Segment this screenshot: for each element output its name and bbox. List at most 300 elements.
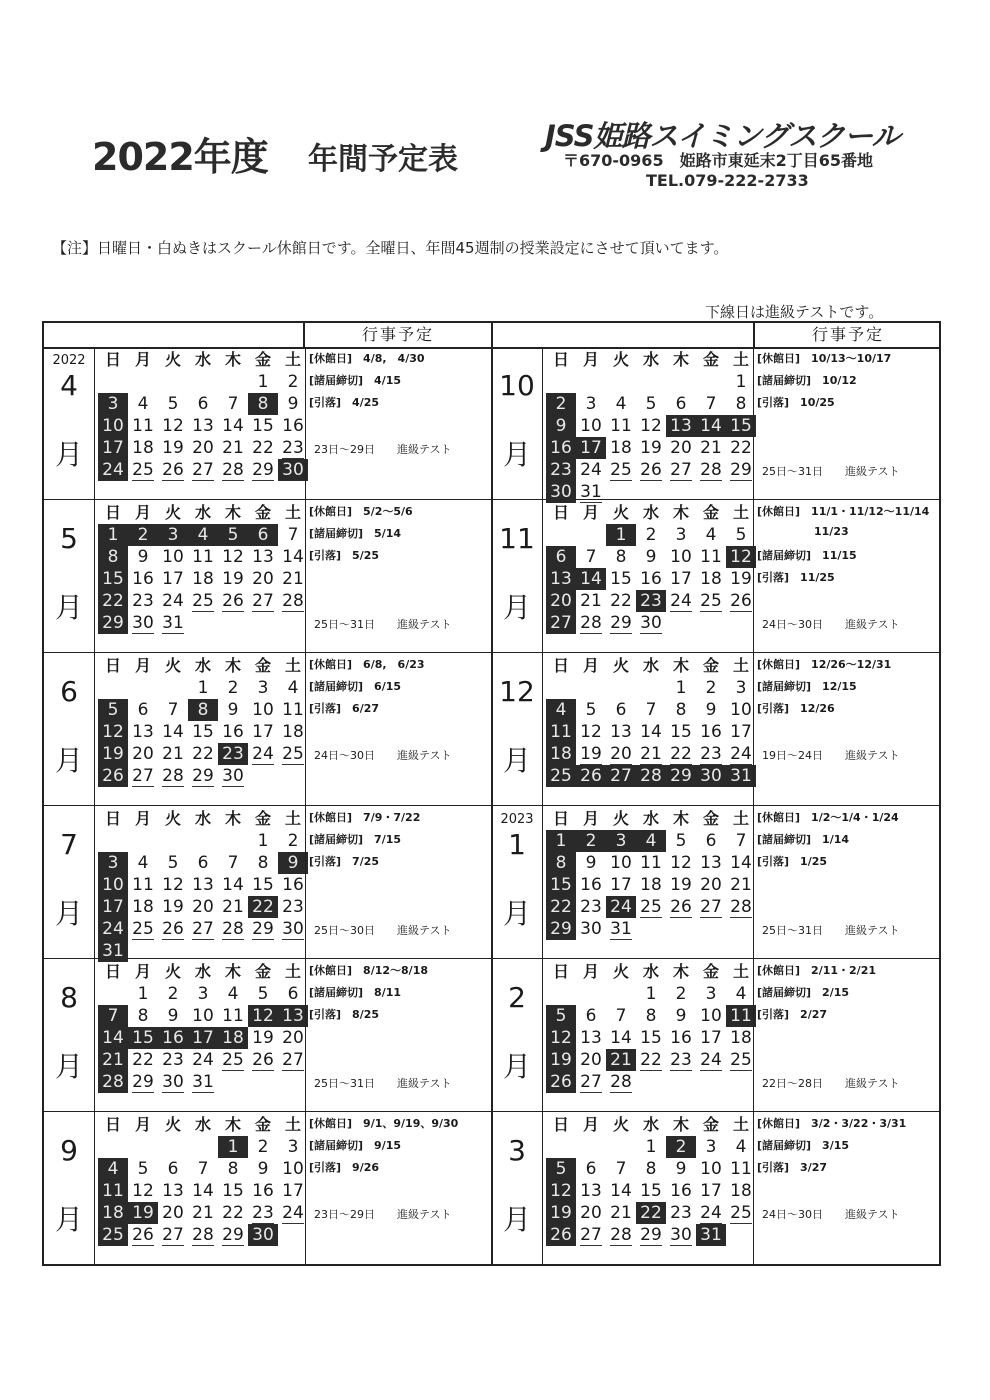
weekday-header: 日 [104,1115,121,1134]
empty-cell [98,677,128,699]
empty-cell [158,677,188,699]
month-kanji: 月 [502,897,531,930]
day-cell: 17 [610,875,632,895]
month-events [305,653,491,805]
month-events [753,500,940,652]
month-label [44,806,95,958]
test-day: 28 [730,897,752,917]
day-cell: 20 [192,438,214,458]
test-day: 28 [610,1225,632,1245]
weekday-header: 水 [194,503,211,522]
test-day: 25 [132,919,154,939]
closed-day: 11 [98,1180,128,1202]
closed-day: 24 [98,459,128,481]
test-day: 23 [700,744,722,764]
month-calendar [543,347,753,502]
day-cell: 10 [252,700,274,720]
events-header-right: 行事予定 [753,323,941,347]
weekday-header: 木 [672,350,689,369]
test-day: 22 [670,744,692,764]
day-cell: 18 [132,897,154,917]
closed-day: 30 [546,481,576,503]
closed-day: 5 [98,699,128,721]
day-cell: 20 [670,438,692,458]
day-cell: 13 [700,853,722,873]
day-cell: 7 [167,700,179,720]
day-cell: 18 [730,1181,752,1201]
day-cell: 6 [705,831,717,851]
test-day: 30 [222,766,244,786]
day-cell: 19 [640,438,662,458]
closed-day: 31 [696,1224,726,1246]
day-cell: 11 [132,416,154,436]
day-cell: 14 [610,1181,632,1201]
month-block-7 [44,806,491,959]
day-cell: 5 [167,853,179,873]
test-day: 27 [670,460,692,480]
day-cell: 12 [162,416,184,436]
day-cell: 8 [615,547,627,567]
day-cell: 15 [640,1181,662,1201]
day-cell: 12 [640,416,662,436]
test-day: 31 [610,919,632,939]
closed-day: 23 [636,590,666,612]
test-day: 26 [162,460,184,480]
event-closed-days: [休館日] 3/2・3/22・3/31 [757,1117,907,1130]
day-cell: 21 [730,875,752,895]
weekday-header: 土 [732,809,749,828]
day-cell: 22 [192,744,214,764]
day-cell: 12 [162,875,184,895]
test-day: 25 [282,744,304,764]
weekday-header: 月 [582,350,599,369]
weekday-header: 木 [672,1115,689,1134]
weekday-header: 日 [552,962,569,981]
event-deadline: [諸届締切] 2/15 [757,986,850,999]
day-cell: 8 [735,394,747,414]
test-day: 21 [640,744,662,764]
month-kanji: 月 [54,438,83,471]
day-cell: 1 [257,831,269,851]
day-cell: 23 [132,591,154,611]
year-label: 2023 [500,812,534,827]
empty-cell [636,677,666,699]
weekday-header: 日 [104,503,121,522]
month-label [44,653,95,805]
weekday-header: 火 [164,656,181,675]
month-label [492,959,543,1111]
weekday-header: 金 [254,809,271,828]
event-debit: [引落] 10/25 [757,396,835,409]
center-divider [491,323,493,1264]
day-cell: 9 [675,1006,687,1026]
weekday-header: 木 [224,503,241,522]
event-closed-days: [休館日] 11/1・11/12～11/14 [757,505,930,518]
day-cell: 2 [287,831,299,851]
event-closed-days: [休館日] 9/1、9/19、9/30 [309,1117,459,1130]
event-test-period: 25日～30日 進級テスト [314,924,452,937]
closed-day: 6 [546,546,576,568]
day-cell: 16 [670,1181,692,1201]
month-kanji: 月 [502,1050,531,1083]
event-debit: [引落] 11/25 [757,571,835,584]
day-cell: 6 [675,394,687,414]
event-debit: [引落] 2/27 [757,1008,828,1021]
test-day: 28 [700,460,722,480]
day-cell: 24 [580,460,602,480]
closed-day: 27 [546,612,576,634]
closed-day: 4 [636,830,666,852]
day-cell: 8 [227,1159,239,1179]
day-cell: 19 [670,875,692,895]
page-title: 2022年度 [92,135,268,179]
weekday-header: 火 [164,809,181,828]
empty-cell [98,983,128,1005]
test-day: 29 [610,613,632,633]
weekday-header: 日 [552,503,569,522]
test-day: 26 [132,1225,154,1245]
day-cell: 5 [167,394,179,414]
closed-day: 28 [98,1071,128,1093]
day-cell: 16 [282,875,304,895]
empty-cell [188,830,218,852]
day-cell: 23 [580,897,602,917]
weekday-header: 土 [284,656,301,675]
day-cell: 18 [192,569,214,589]
weekday-header: 火 [612,656,629,675]
test-day: 28 [222,919,244,939]
weekday-header: 月 [582,656,599,675]
closed-day: 19 [98,743,128,765]
day-cell: 2 [645,525,657,545]
closed-day: 14 [98,1027,128,1049]
day-cell: 3 [197,984,209,1004]
day-cell: 21 [610,1203,632,1223]
test-day: 27 [132,766,154,786]
test-day: 24 [700,1050,722,1070]
weekday-header: 水 [642,656,659,675]
closed-day: 18 [546,743,576,765]
weekday-header: 水 [194,962,211,981]
closed-day: 14 [576,568,606,590]
closed-day: 21 [98,1049,128,1071]
day-cell: 7 [287,525,299,545]
empty-cell [606,1136,636,1158]
weekday-header: 火 [164,1115,181,1134]
empty-cell [576,524,606,546]
closed-day: 9 [278,852,308,874]
day-cell: 30 [580,919,602,939]
month-number: 12 [499,675,535,708]
day-cell: 5 [645,394,657,414]
closed-day: 2 [576,830,606,852]
month-block-1 [492,806,940,959]
month-label [44,1112,95,1264]
empty-cell [218,830,248,852]
weekday-header: 土 [284,1115,301,1134]
weekday-header: 土 [284,503,301,522]
day-cell: 12 [132,1181,154,1201]
closed-day: 12 [546,1027,576,1049]
day-cell: 9 [167,1006,179,1026]
closed-day: 14 [696,415,726,437]
weekday-header: 金 [702,1115,719,1134]
test-day: 24 [252,744,274,764]
year-label: 2022 [52,353,86,368]
weekday-header: 金 [254,1115,271,1134]
closed-day: 12 [98,721,128,743]
closed-day: 26 [546,1071,576,1093]
day-cell: 10 [670,547,692,567]
closed-day: 19 [128,1202,158,1224]
day-cell: 10 [282,1159,304,1179]
month-calendar [543,806,753,958]
test-day: 28 [162,766,184,786]
day-cell: 13 [192,875,214,895]
closed-day: 30 [248,1224,278,1246]
empty-cell [606,677,636,699]
closed-day: 17 [98,437,128,459]
event-test-period: 24日～30日 進級テスト [762,1208,900,1221]
day-cell: 16 [700,722,722,742]
event-debit: [引落] 9/26 [309,1161,380,1174]
day-cell: 18 [730,1028,752,1048]
event-closed-days-extra: 11/23 [814,525,849,538]
test-day: 26 [222,591,244,611]
closed-day: 12 [248,1005,278,1027]
event-deadline: [諸届締切] 8/11 [309,986,402,999]
test-day: 24 [730,744,752,764]
day-cell: 10 [162,547,184,567]
day-cell: 5 [585,700,597,720]
day-cell: 19 [162,438,184,458]
weekday-header: 金 [254,962,271,981]
closed-day: 1 [546,830,576,852]
closed-day: 1 [98,524,128,546]
closed-day: 24 [98,918,128,940]
day-cell: 17 [730,722,752,742]
day-cell: 4 [137,394,149,414]
day-cell: 4 [735,984,747,1004]
month-number: 4 [60,369,78,402]
day-cell: 9 [137,547,149,567]
day-cell: 20 [580,1050,602,1070]
day-cell: 18 [700,569,722,589]
day-cell: 20 [162,1203,184,1223]
test-day: 30 [132,613,154,633]
day-cell: 14 [192,1181,214,1201]
day-cell: 20 [700,875,722,895]
day-cell: 11 [700,547,722,567]
weekday-header: 火 [612,350,629,369]
day-cell: 13 [192,416,214,436]
weekday-header: 土 [284,350,301,369]
weekday-header: 月 [582,503,599,522]
day-cell: 16 [580,875,602,895]
closed-day: 1 [218,1136,248,1158]
closed-day: 25 [546,765,576,787]
month-events [305,1112,491,1264]
test-day: 28 [610,1072,632,1092]
test-day: 29 [132,1072,154,1092]
closed-day: 3 [98,852,128,874]
closed-day: 5 [218,524,248,546]
closed-day: 26 [576,765,606,787]
empty-cell [576,1136,606,1158]
month-number: 1 [508,828,526,861]
day-cell: 24 [192,1050,214,1070]
empty-cell [128,1136,158,1158]
day-cell: 14 [162,722,184,742]
empty-cell [128,371,158,393]
weekday-header: 土 [732,1115,749,1134]
test-day: 28 [222,460,244,480]
event-test-period: 24日～30日 進級テスト [314,749,452,762]
day-cell: 7 [615,1006,627,1026]
day-cell: 7 [197,1159,209,1179]
test-day: 26 [252,1050,274,1070]
weekday-header: 土 [732,350,749,369]
day-cell: 20 [580,1203,602,1223]
month-number: 8 [60,981,78,1014]
event-test-period: 23日～29日 進級テスト [314,443,452,456]
month-number: 7 [60,828,78,861]
day-cell: 14 [610,1028,632,1048]
test-day: 25 [730,1050,752,1070]
day-cell: 1 [645,984,657,1004]
month-kanji: 月 [54,1050,83,1083]
test-day: 23 [670,1050,692,1070]
closed-day: 10 [98,415,128,437]
month-calendar [95,1112,305,1264]
empty-cell [128,677,158,699]
day-cell: 14 [222,875,244,895]
event-deadline: [諸届締切] 10/12 [757,374,857,387]
day-cell: 14 [640,722,662,742]
event-test-period: 25日～31日 進級テスト [314,618,452,631]
weekday-header: 月 [134,503,151,522]
day-cell: 17 [700,1028,722,1048]
closed-day: 16 [158,1027,188,1049]
day-cell: 17 [670,569,692,589]
day-cell: 21 [222,438,244,458]
day-cell: 7 [735,831,747,851]
closed-day: 29 [98,612,128,634]
weekday-header: 日 [552,350,569,369]
empty-cell [188,371,218,393]
weekday-header: 火 [612,962,629,981]
day-cell: 17 [252,722,274,742]
day-cell: 23 [282,897,304,917]
day-cell: 9 [705,700,717,720]
test-day: 31 [192,1072,214,1092]
closed-day: 23 [546,459,576,481]
event-closed-days: [休館日] 2/11・2/21 [757,964,877,977]
day-cell: 14 [282,547,304,567]
test-day: 23 [282,438,304,458]
test-day: 29 [252,460,274,480]
event-debit: [引落] 12/26 [757,702,835,715]
test-day: 26 [730,591,752,611]
closed-day: 18 [98,1202,128,1224]
empty-cell [98,371,128,393]
weekday-header: 木 [672,503,689,522]
day-cell: 13 [162,1181,184,1201]
weekday-header: 木 [672,809,689,828]
month-block-11 [492,500,940,653]
event-debit: [引落] 5/25 [309,549,380,562]
test-day: 25 [132,460,154,480]
closed-day: 15 [726,415,756,437]
day-cell: 8 [257,853,269,873]
closed-day: 25 [98,1224,128,1246]
day-cell: 19 [730,569,752,589]
month-label [44,959,95,1111]
test-day: 26 [670,897,692,917]
closed-day: 17 [98,896,128,918]
test-day: 20 [610,744,632,764]
weekday-header: 金 [702,503,719,522]
month-events [305,347,491,499]
day-cell: 2 [167,984,179,1004]
event-test-period: 19日～24日 進級テスト [762,749,900,762]
closed-day: 18 [218,1027,248,1049]
test-day: 19 [580,744,602,764]
closed-day: 8 [188,699,218,721]
event-test-period: 25日～31日 進級テスト [762,465,900,478]
day-cell: 11 [222,1006,244,1026]
day-cell: 20 [282,1028,304,1048]
month-label [492,500,543,652]
day-cell: 6 [585,1159,597,1179]
event-deadline: [諸届締切] 6/15 [309,680,402,693]
closed-day: 22 [636,1202,666,1224]
page-subtitle: 年間予定表 [308,142,458,177]
month-events [753,959,940,1111]
test-day: 25 [222,1050,244,1070]
empty-cell [606,371,636,393]
day-cell: 2 [257,1137,269,1157]
day-cell: 18 [282,722,304,742]
empty-cell [546,983,576,1005]
day-cell: 4 [137,853,149,873]
weekday-header: 木 [224,1115,241,1134]
test-day: 27 [282,1050,304,1070]
test-day: 27 [252,591,274,611]
day-cell: 3 [705,984,717,1004]
closed-day: 12 [546,1180,576,1202]
weekday-header: 木 [672,656,689,675]
test-day: 24 [700,1203,722,1223]
closed-day: 29 [666,765,696,787]
event-closed-days: [休館日] 6/8, 6/23 [309,658,425,671]
weekday-header: 土 [284,962,301,981]
day-cell: 12 [222,547,244,567]
day-cell: 8 [645,1159,657,1179]
day-cell: 20 [252,569,274,589]
day-cell: 10 [192,1006,214,1026]
day-cell: 9 [287,394,299,414]
month-kanji: 月 [502,744,531,777]
weekday-header: 日 [104,809,121,828]
weekday-header: 日 [552,809,569,828]
closed-day: 20 [546,590,576,612]
day-cell: 3 [675,525,687,545]
test-day: 25 [640,897,662,917]
empty-cell [546,524,576,546]
day-cell: 10 [700,1006,722,1026]
day-cell: 5 [257,984,269,1004]
